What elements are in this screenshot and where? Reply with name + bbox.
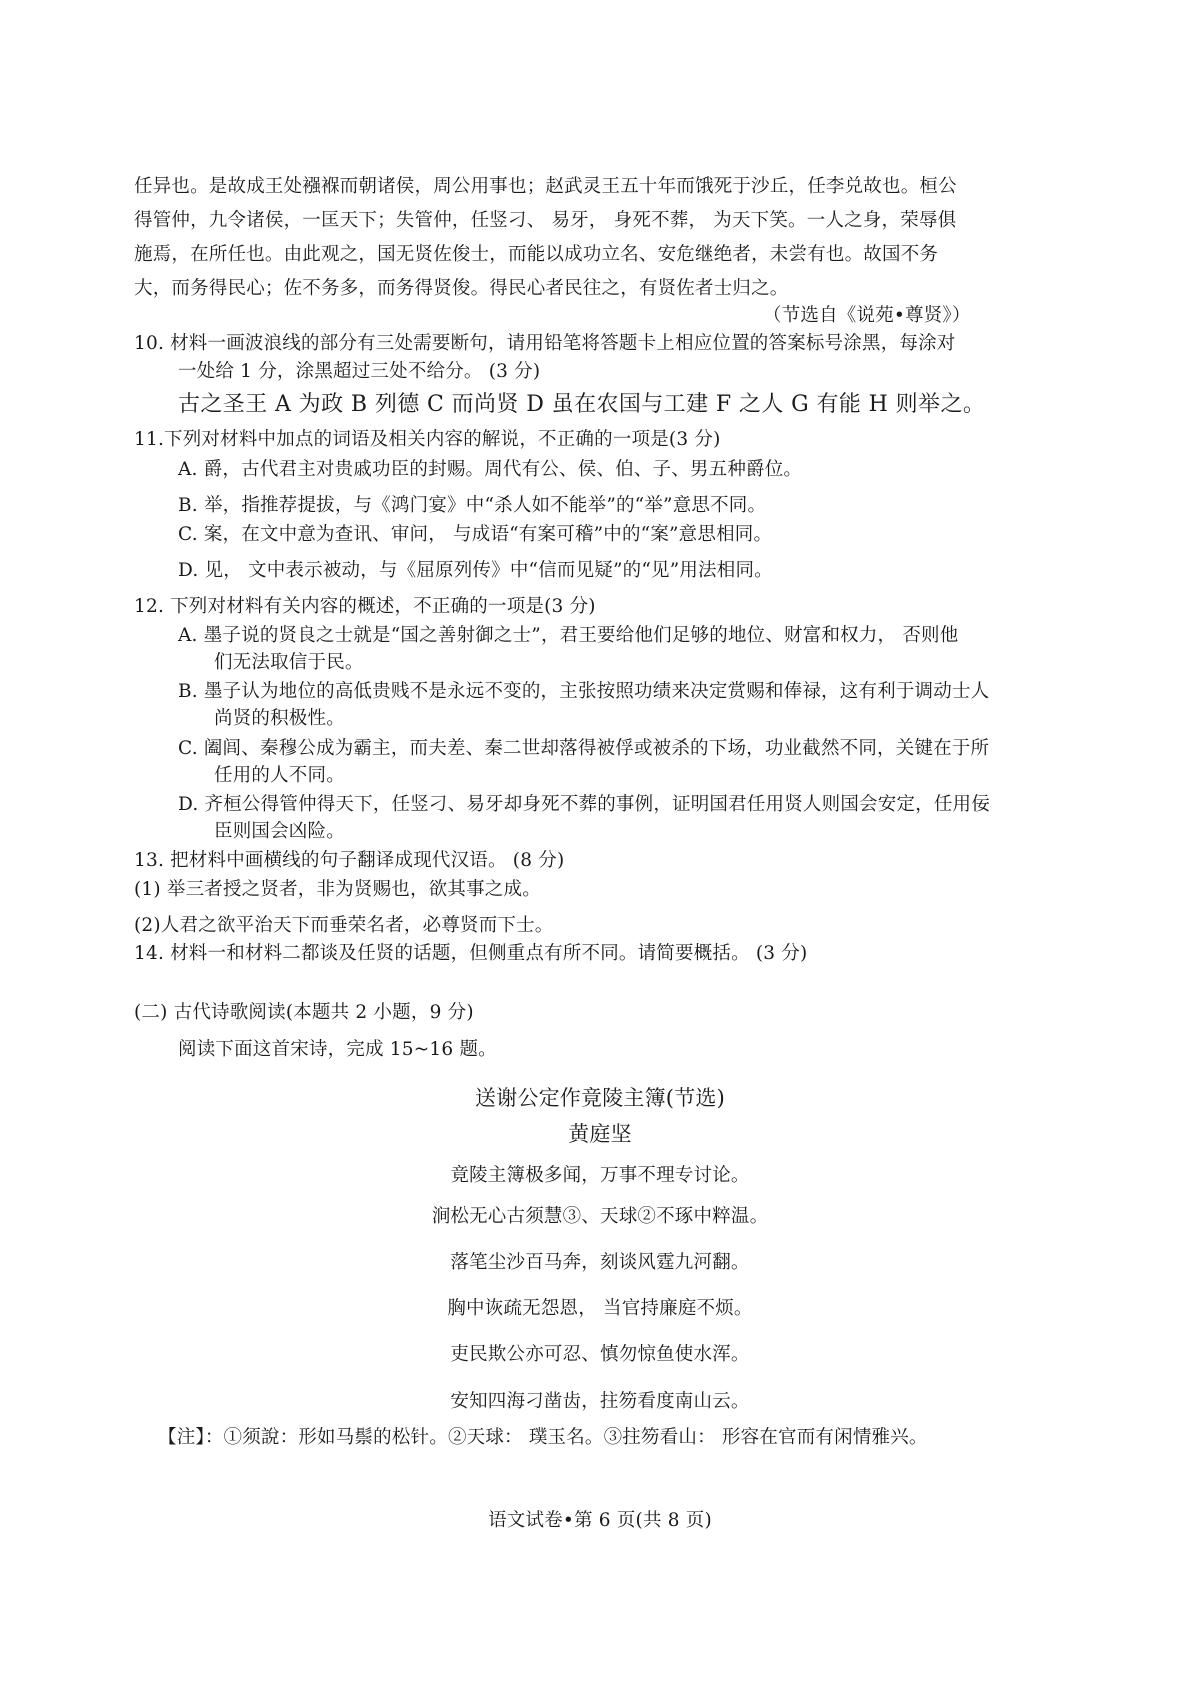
q11-option-a: A. 爵，古代君主对贵戚功臣的封赐。周代有公、侯、伯、子、男五种爵位。: [178, 459, 803, 480]
q12-option-b-line-1: B. 墨子认为地位的高低贵贱不是永远不变的，主张按照功绩来决定赏赐和俸禄，这有利于调动士人: [178, 681, 990, 702]
q10-stem-line-2: 一处给 1 分，涂黑超过三处不给分。 (3 分): [178, 361, 541, 382]
poem-note: 【注】：①须說：形如马鬃的松针。②天球： 璞玉名。③拄笏看山： 形容在官而有闲情雅兴。: [158, 1427, 928, 1448]
q13-sentence-1: (1) 举三者授之贤者，非为贤赐也，欲其事之成。: [134, 879, 541, 900]
passage-line-2: 得管仲，九令诸侯，一匡天下；失管仲，任竖刁、 易牙， 身死不葬， 为天下笑。一人之身，荣辱俱: [134, 210, 957, 231]
q11-option-b: B. 举，指推荐提拔，与《鸿门宴》中“杀人如不能举”的“举”意思不同。: [178, 495, 767, 516]
poem-line-6: 安知四海刁凿齿，拄笏看度南山云。: [450, 1391, 750, 1412]
q12-option-c-line-2: 任用的人不同。: [214, 765, 345, 786]
q14-stem: 14. 材料一和材料二都谈及任贤的话题，但侧重点有所不同。请简要概括。 (3 分): [134, 943, 808, 964]
poem-title: 送谢公定作竟陵主簿(节选): [475, 1086, 725, 1110]
passage-source: （节选自《说苑•尊贤》）: [763, 305, 971, 326]
page-footer: 语文试卷•第 6 页(共 8 页): [488, 1510, 712, 1531]
q13-sentence-2: (2)人君之欲平治天下而垂荣名者，必尊贤而下士。: [134, 915, 554, 936]
passage-line-4: 大，而务得民心；佐不务多，而务得贤俊。得民心者民往之，有贤佐者士归之。: [134, 278, 789, 299]
q11-stem: 11.下列对材料中加点的词语及相关内容的解说，不正确的一项是(3 分): [134, 429, 721, 450]
section-heading: (二) 古代诗歌阅读(本题共 2 小题，9 分): [134, 1002, 474, 1023]
q12-option-b-line-2: 尚贤的积极性。: [214, 708, 345, 729]
poem-line-3: 落笔尘沙百马奔，刻谈风霆九河翻。: [450, 1252, 750, 1273]
q12-option-d-line-1: D. 齐桓公得管仲得天下，任竖刁、易牙却身死不葬的事例，证明国君任用贤人则国会安定，任用佞: [178, 794, 990, 815]
q12-option-a-line-1: A. 墨子说的贤良之士就是“国之善射御之士”，君王要给他们足够的地位、财富和权力， 否则他: [178, 625, 959, 646]
q10-sentence: 古之圣王 A 为政 B 列德 C 而尚贤 D 虽在农国与工建 F 之人 G 有能 H 则举之。: [178, 392, 986, 417]
q10-stem-line-1: 10. 材料一画波浪线的部分有三处需要断句，请用铅笔将答题卡上相应位置的答案标号涂黑，每涂对: [134, 333, 956, 354]
poem-line-4: 胸中诙疏无怨恩， 当官持廉庭不烦。: [447, 1298, 753, 1319]
poem-author: 黄庭坚: [568, 1122, 632, 1146]
poem-line-5: 吏民欺公亦可忍、慎勿惊鱼使水浑。: [450, 1344, 750, 1365]
passage-line-3: 施焉，在所任也。由此观之，国无贤佐俊士，而能以成功立名、安危继绝者，未尝有也。故国不务: [134, 244, 939, 265]
q11-option-c: C. 案，在文中意为查讯、审问， 与成语“有案可稽”中的“案”意思相同。: [178, 524, 773, 545]
section-instruction: 阅读下面这首宋诗，完成 15~16 题。: [178, 1039, 497, 1060]
poem-line-2: 涧松无心古须慧③、天球②不琢中粹温。: [431, 1206, 769, 1227]
poem-line-1: 竟陵主簿极多闻，万事不理专讨论。: [450, 1165, 750, 1186]
q11-option-d: D. 见， 文中表示被动，与《屈原列传》中“信而见疑”的“见”用法相同。: [178, 560, 773, 581]
q12-option-d-line-2: 臣则国会凶险。: [214, 821, 345, 842]
passage-line-1: 任异也。是故成王处襁褓而朝诸侯，周公用事也；赵武灵王五十年而饿死于沙丘，任李兑故也。桓公: [134, 176, 957, 197]
q12-option-c-line-1: C. 阖闾、秦穆公成为霸主，而夫差、秦二世却落得被俘或被杀的下场，功业截然不同，关键在于所: [178, 738, 990, 759]
q13-stem: 13. 把材料中画横线的句子翻译成现代汉语。 (8 分): [134, 850, 565, 871]
q12-stem: 12. 下列对材料有关内容的概述，不正确的一项是(3 分): [134, 596, 596, 617]
q12-option-a-line-2: 们无法取信于民。: [214, 652, 364, 673]
